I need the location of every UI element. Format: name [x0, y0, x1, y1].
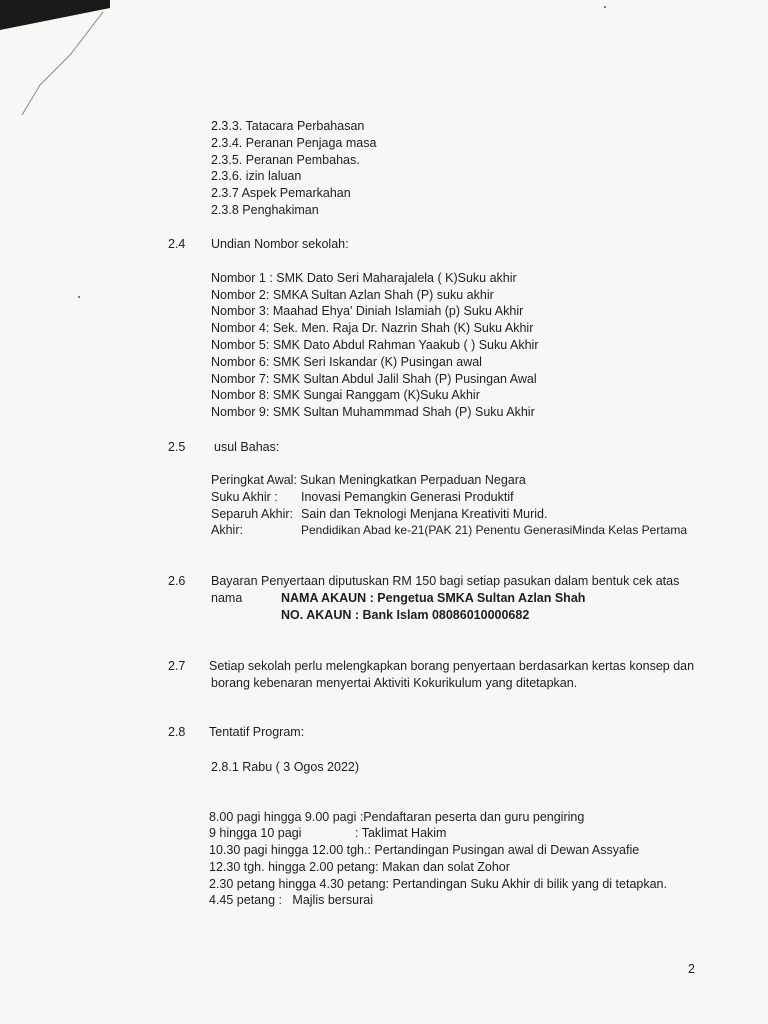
school-number-item: Nombor 7: SMK Sultan Abdul Jalil Shah (P) Pusingan Awal — [211, 372, 537, 386]
section-2-5-title: usul Bahas: — [214, 440, 280, 454]
motion-value: Inovasi Pemangkin Generasi Produktif — [301, 490, 514, 504]
page-number: 2 — [688, 962, 695, 976]
schedule-event: : Taklimat Hakim — [355, 826, 447, 840]
motion-value: Sain dan Teknologi Menjana Kreativiti Murid. — [301, 507, 548, 521]
schedule-item — [209, 877, 667, 892]
section-2-6-number: 2.6 — [168, 574, 186, 588]
section-2-3-8: 2.3.8 Penghakiman — [211, 203, 319, 217]
school-number-item: Nombor 3: Maahad Ehya' Diniah Islamiah (p) Suku Akhir — [211, 304, 524, 318]
folded-corner-shadow — [0, 0, 110, 140]
section-2-4-title: Undian Nombor sekolah: — [211, 237, 349, 251]
motion-label: Peringkat Awal: — [211, 473, 297, 487]
school-number-item: Nombor 9: SMK Sultan Muhammmad Shah (P) Suku Akhir — [211, 405, 535, 419]
schedule-time: 12.30 tgh. hingga 2.00 petang: — [209, 860, 379, 874]
school-number-item: Nombor 8: SMK Sungai Ranggam (K)Suku Akhir — [211, 388, 480, 402]
school-number-item: Nombor 6: SMK Seri Iskandar (K) Pusingan awal — [211, 355, 482, 369]
motion-value: Sukan Meningkatkan Perpaduan Negara — [300, 473, 526, 487]
account-number: NO. AKAUN : Bank Islam 08086010000682 — [281, 608, 530, 622]
section-2-5-number: 2.5 — [168, 440, 186, 454]
payment-name-prefix: nama — [211, 591, 243, 605]
requirement-text-line1: Setiap sekolah perlu melengkapkan borang penyertaan berdasarkan kertas konsep dan — [209, 659, 695, 673]
scan-speck — [604, 6, 606, 8]
scan-speck — [78, 296, 80, 298]
schedule-event: Pertandingan Pusingan awal di Dewan Assyafie — [370, 843, 640, 857]
schedule-item — [209, 843, 639, 858]
schedule-event: Majlis bersurai — [281, 893, 373, 907]
section-2-3-5: 2.3.5. Peranan Pembahas. — [211, 153, 360, 167]
motion-label: Separuh Akhir: — [211, 507, 293, 521]
school-number-item: Nombor 5: SMK Dato Abdul Rahman Yaakub ( ) Suku Akhir — [211, 338, 539, 352]
section-2-4-number: 2.4 — [168, 237, 186, 251]
section-2-8-title: Tentatif Program: — [209, 725, 305, 739]
section-2-3-7: 2.3.7 Aspek Pemarkahan — [211, 186, 351, 200]
schedule-event: Pendaftaran peserta dan guru pengiring — [363, 810, 585, 824]
section-2-3-3: 2.3.3. Tatacara Perbahasan — [211, 119, 365, 133]
section-2-3-6: 2.3.6. izin laluan — [211, 169, 302, 183]
account-name: NAMA AKAUN : Pengetua SMKA Sultan Azlan Shah — [281, 591, 586, 605]
schedule-time: 8.00 pagi hingga 9.00 pagi : — [209, 810, 364, 824]
schedule-time: 10.30 pagi hingga 12.00 tgh.: — [209, 843, 371, 857]
section-2-8-number: 2.8 — [168, 725, 186, 739]
motion-label: Akhir: — [211, 523, 243, 537]
schedule-time: 2.30 petang hingga 4.30 petang: — [209, 877, 390, 891]
schedule-event: Pertandingan Suku Akhir di bilik yang di tetapkan. — [389, 877, 667, 891]
section-2-3-4: 2.3.4. Peranan Penjaga masa — [211, 136, 377, 150]
school-number-item: Nombor 4: Sek. Men. Raja Dr. Nazrin Shah (K) Suku Akhir — [211, 321, 534, 335]
schedule-item — [209, 810, 584, 825]
schedule-item — [209, 893, 373, 908]
schedule-event: Makan dan solat Zohor — [378, 860, 510, 874]
section-2-7-number: 2.7 — [168, 659, 186, 673]
program-day: 2.8.1 Rabu ( 3 Ogos 2022) — [211, 760, 360, 774]
motion-value: Pendidikan Abad ke-21(PAK 21) Penentu GenerasiMinda Kelas Pertama — [301, 523, 688, 537]
school-number-item: Nombor 1 : SMK Dato Seri Maharajalela ( K)Suku akhir — [211, 271, 517, 285]
payment-text: Bayaran Penyertaan diputuskan RM 150 bagi setiap pasukan dalam bentuk cek atas — [211, 574, 680, 588]
schedule-time: 4.45 petang : — [209, 893, 282, 907]
requirement-text-line2: borang kebenaran menyertai Aktiviti Kokurikulum yang ditetapkan. — [211, 676, 578, 690]
school-number-item: Nombor 2: SMKA Sultan Azlan Shah (P) suku akhir — [211, 288, 494, 302]
motion-label: Suku Akhir : — [211, 490, 278, 504]
schedule-time: 9 hingga 10 pagi — [209, 826, 302, 840]
schedule-item — [209, 826, 301, 841]
schedule-item — [209, 860, 510, 875]
